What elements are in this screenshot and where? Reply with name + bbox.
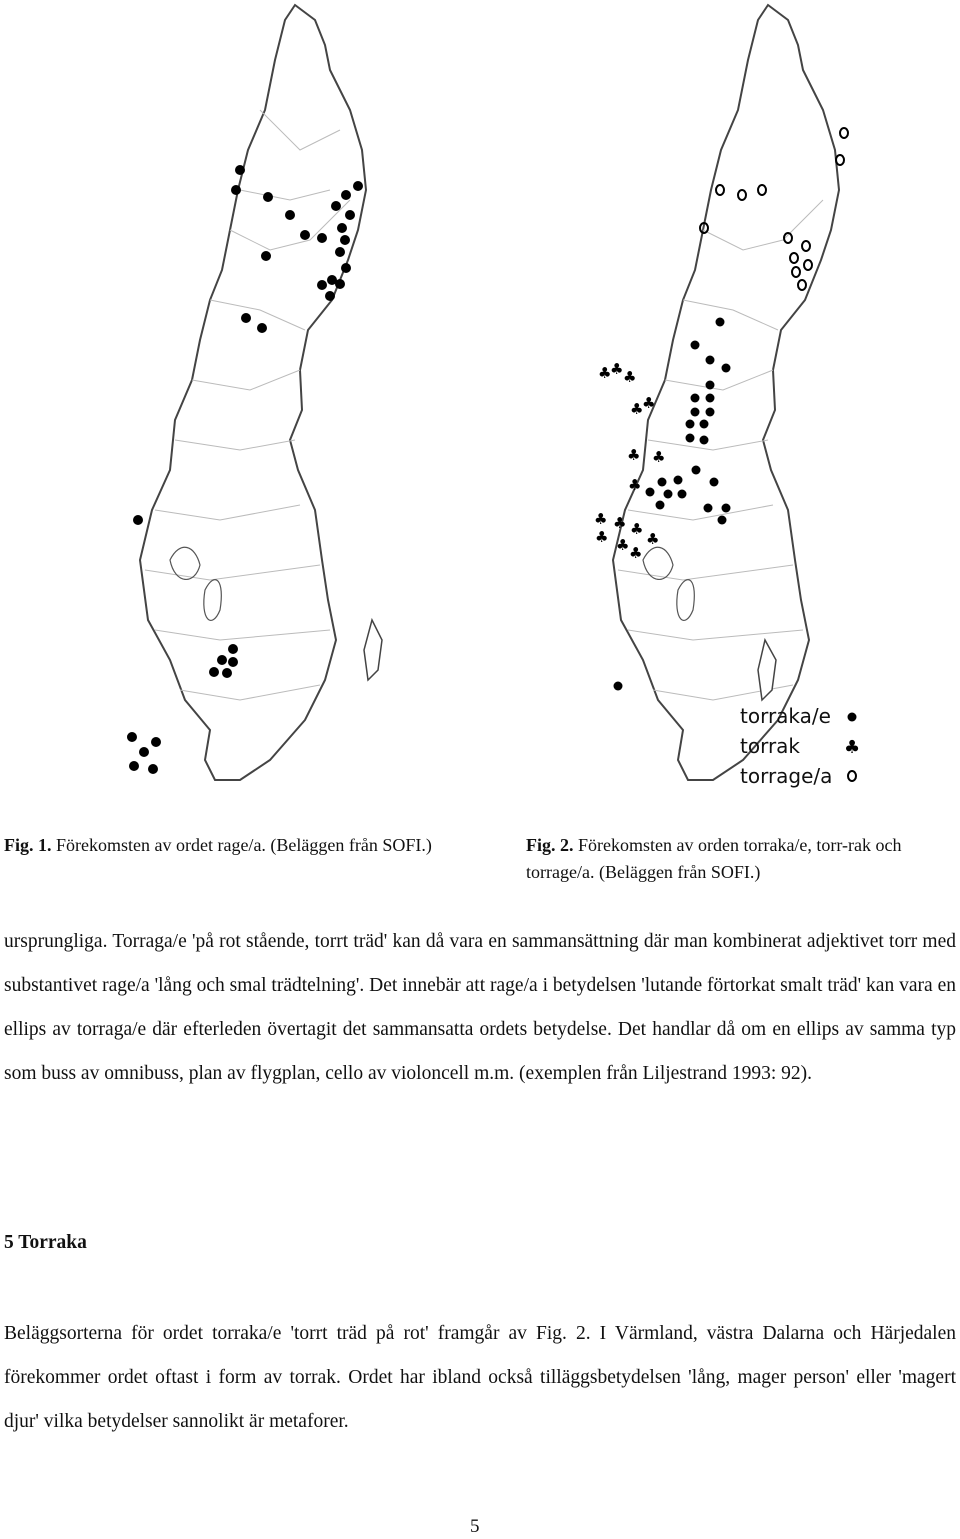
figure1-caption	[4, 832, 464, 859]
occurrence-dot	[217, 655, 227, 665]
occurrence-mark: ♣	[628, 476, 642, 494]
occurrence-dot	[261, 251, 271, 261]
occurrence-mark: ♣	[613, 514, 627, 532]
occurrence-dot	[710, 478, 719, 487]
occurrence-dot	[317, 233, 327, 243]
occurrence-mark: ♣	[630, 520, 644, 538]
occurrence-dot	[706, 408, 715, 417]
occurrence-dot	[241, 313, 251, 323]
occurrence-dot	[340, 235, 350, 245]
occurrence-circle	[840, 128, 848, 138]
occurrence-dot	[664, 490, 673, 499]
occurrence-dot	[686, 420, 695, 429]
occurrence-dot	[222, 668, 232, 678]
legend-circle-icon	[848, 771, 856, 781]
occurrence-dot	[257, 323, 267, 333]
occurrence-mark: ♣	[642, 394, 656, 412]
occurrence-dot	[722, 504, 731, 513]
occurrence-mark: ♣	[629, 544, 643, 562]
occurrence-dot	[345, 210, 355, 220]
occurrence-mark: ♣	[594, 510, 608, 528]
occurrence-dot	[678, 490, 687, 499]
figure1-caption-text: Förekomsten av ordet rage/a. (Beläggen från SOFI.)	[56, 835, 432, 855]
occurrence-mark: ♣	[627, 446, 641, 464]
legend-dot-icon	[848, 713, 857, 722]
occurrence-mark: ♣	[630, 400, 644, 418]
figure2-legend	[740, 704, 860, 788]
occurrence-dot	[341, 190, 351, 200]
occurrence-dot	[691, 408, 700, 417]
figure2-caption	[526, 832, 956, 886]
body-paragraph-1: ursprungliga. Torraga/e 'på rot stående, torrt träd' kan då vara en sammansättning där man kombinerat adjektivet torr med substantivet rage/a 'lång och smal trädtelning'. Det innebär att rage/a i betydelsen 'lutande förtorkat smalt träd' kan vara en ellips av torraga/e där efterleden övertagit det sammansatta ordets betydelse. Det handlar då om en ellips av samma typ som buss av omnibuss, plan av flygplan, cello av violoncell m.m. (exemplen från Liljestrand 1993: 92).	[4, 931, 956, 1084]
occurrence-dot	[691, 341, 700, 350]
page-number: 5	[470, 1516, 480, 1537]
occurrence-dot	[285, 210, 295, 220]
occurrence-mark: ♣	[595, 528, 609, 546]
legend-label-torrak: torrak	[740, 734, 801, 758]
occurrence-dot	[133, 515, 143, 525]
occurrence-mark: ♣	[598, 364, 612, 382]
occurrence-dot	[235, 165, 245, 175]
occurrence-dot	[209, 667, 219, 677]
occurrence-dot	[127, 732, 137, 742]
occurrence-dot	[692, 466, 701, 475]
figure2-caption-prefix: Fig. 2.	[526, 835, 574, 855]
occurrence-dot	[658, 478, 667, 487]
figure1-map	[100, 0, 440, 790]
occurrence-dot	[706, 356, 715, 365]
occurrence-mark: ♣	[616, 536, 630, 554]
sweden-outline	[140, 5, 366, 780]
occurrence-dot	[263, 192, 273, 202]
occurrence-dot	[700, 436, 709, 445]
occurrence-dot	[148, 764, 158, 774]
legend-label-torrage: torrage/a	[740, 764, 833, 788]
occurrence-dot	[228, 657, 238, 667]
occurrence-dot	[706, 381, 715, 390]
occurrence-dot	[151, 737, 161, 747]
occurrence-dot	[231, 185, 241, 195]
occurrence-dot	[337, 223, 347, 233]
occurrence-mark: ♣	[610, 360, 624, 378]
occurrence-mark: ♣	[623, 368, 637, 386]
section-heading: 5 Torraka	[4, 1232, 87, 1253]
occurrence-mark: ♣	[652, 448, 666, 466]
occurrence-dot	[335, 279, 345, 289]
occurrence-dot	[317, 280, 327, 290]
body-paragraph-2: Beläggsorterna för ordet torraka/e 'torrt träd på rot' framgår av Fig. 2. I Värmland, västra Dalarna och Härjedalen förekommer ordet oftast i form av torrak. Ordet har ibland också tilläggsbetydelsen 'lång, mager person' eller 'magert djur' vilka betydelser sannolikt är metaforer.	[4, 1323, 956, 1432]
occurrence-dot	[716, 318, 725, 327]
occurrence-dot	[718, 516, 727, 525]
occurrence-dot	[691, 394, 700, 403]
figure2-map	[530, 0, 960, 800]
occurrence-dot	[331, 201, 341, 211]
sweden-outline	[613, 5, 839, 780]
occurrence-mark: ♣	[646, 530, 660, 548]
occurrence-dot	[722, 364, 731, 373]
occurrence-dot	[300, 230, 310, 240]
occurrence-dot	[704, 504, 713, 513]
occurrence-dot	[686, 434, 695, 443]
occurrence-dot	[139, 747, 149, 757]
legend-tree-icon: ♣	[844, 737, 861, 758]
occurrence-dot	[129, 761, 139, 771]
occurrence-dot	[706, 394, 715, 403]
figure1-caption-prefix: Fig. 1.	[4, 835, 52, 855]
torrak-occurrence-marks	[594, 360, 665, 562]
occurrence-dot	[646, 488, 655, 497]
occurrence-dot	[325, 291, 335, 301]
occurrence-dot	[353, 181, 363, 191]
occurrence-dot	[614, 682, 623, 691]
occurrence-dot	[335, 247, 345, 257]
occurrence-dot	[674, 476, 683, 485]
figure2-caption-text: Förekomsten av orden torraka/e, torr-rak och torrage/a. (Beläggen från SOFI.)	[526, 835, 902, 882]
occurrence-dot	[656, 501, 665, 510]
occurrence-dot	[341, 263, 351, 273]
occurrence-circle	[836, 155, 844, 165]
gotland-island	[364, 620, 382, 680]
occurrence-dot	[228, 644, 238, 654]
occurrence-dot	[700, 420, 709, 429]
legend-label-torraka: torraka/e	[740, 704, 831, 728]
